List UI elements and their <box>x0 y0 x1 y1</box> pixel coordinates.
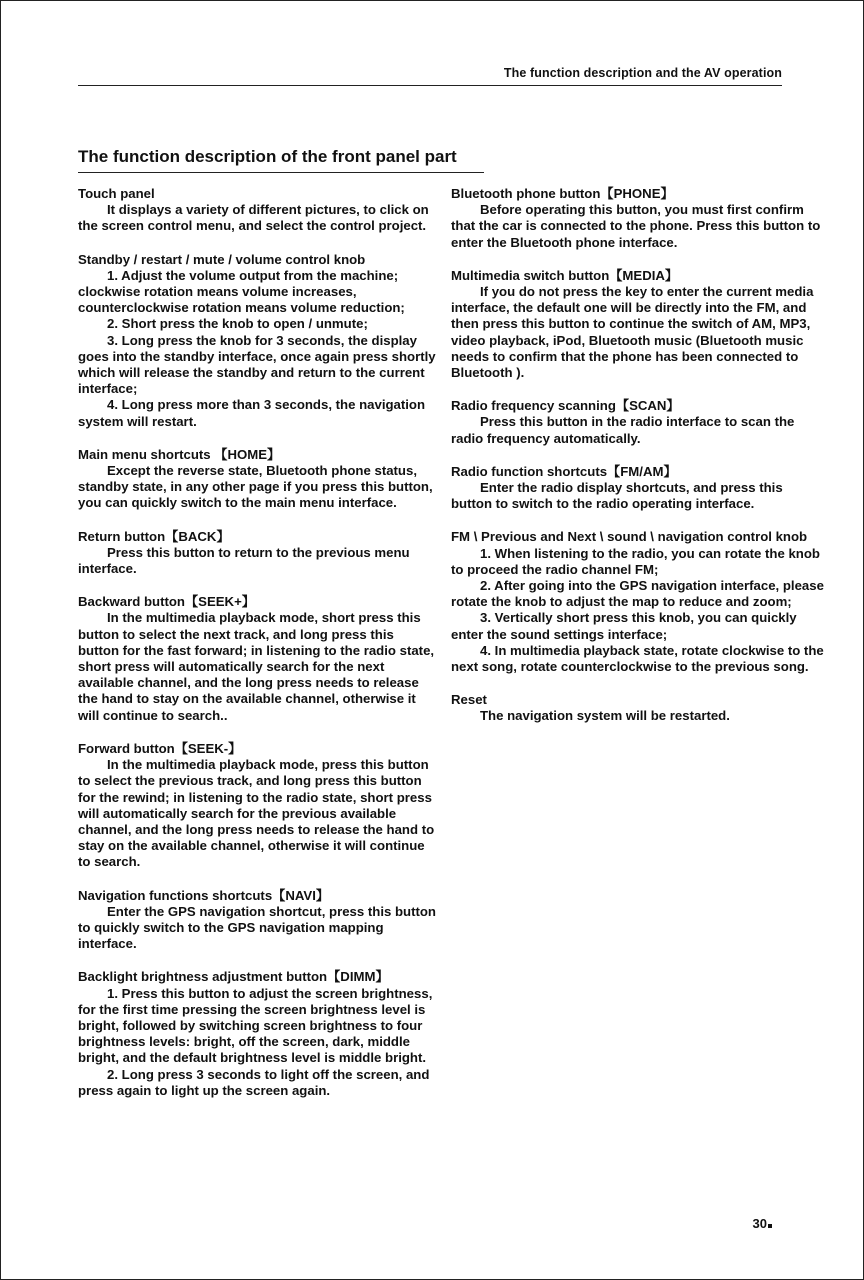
section-paragraph: Press this button to return to the previous menu interface. <box>78 544 410 577</box>
section-paragraph: 1. When listening to the radio, you can rotate the knob to proceed the radio channel FM; <box>451 545 820 577</box>
section-paragraph: It displays a variety of different pictures, to click on the screen control menu, and select the control project. <box>78 202 429 234</box>
page-number <box>753 1216 772 1231</box>
section-heading: Navigation functions shortcuts【NAVI】 <box>78 887 330 903</box>
section <box>451 398 827 447</box>
section-heading: Backward button【SEEK+】 <box>78 594 255 610</box>
section-paragraph: Before operating this button, you must first confirm that the car is connected to the phone. Press this button to enter the Bluetooth phone interface. <box>451 202 821 250</box>
section <box>78 529 438 578</box>
section <box>78 888 438 953</box>
section <box>78 741 438 871</box>
section-heading: Touch panel <box>78 186 155 201</box>
left-column <box>78 186 438 1116</box>
section-paragraph: The navigation system will be restarted. <box>480 708 730 724</box>
section-paragraph: 2. After going into the GPS navigation interface, please rotate the knob to adjust the map to reduce and zoom; <box>451 578 824 610</box>
section-heading: Standby / restart / mute / volume control knob <box>78 251 366 267</box>
section-heading: Main menu shortcuts 【HOME】 <box>78 446 281 462</box>
section-heading: Bluetooth phone button【PHONE】 <box>451 186 674 201</box>
section-heading: Reset <box>451 692 487 708</box>
section <box>451 529 827 675</box>
section-paragraph: 4. Long press more than 3 seconds, the navigation system will restart. <box>78 397 426 429</box>
section-paragraph: In the multimedia playback mode, short press this button to select the next track, and long press this button for the fast forward; in listening to the radio state, short press will automatically search for the next available channel, and the long press needs to release the hand to stay on the available channel, otherwise it will continue to search.. <box>78 610 435 723</box>
section <box>78 186 438 235</box>
section-paragraph: Press this button in the radio interface to scan the radio frequency automatically. <box>451 414 795 446</box>
section <box>78 252 438 430</box>
section-paragraph: Except the reverse state, Bluetooth phone status, standby state, in any other page if you press this button, you can quickly switch to the main menu interface. <box>78 463 433 511</box>
section <box>451 464 827 513</box>
section <box>78 594 438 724</box>
running-header: The function description and the AV operation <box>503 66 782 80</box>
title-underline <box>78 172 484 173</box>
section <box>451 692 827 724</box>
section-heading: Forward button【SEEK-】 <box>78 740 242 756</box>
section-paragraph: Enter the GPS navigation shortcut, press this button to quickly switch to the GPS navigation mapping interface. <box>78 903 436 952</box>
header-rule <box>78 85 782 86</box>
section-paragraph: 3. Vertically short press this knob, you can quickly enter the sound settings interface; <box>451 610 797 642</box>
right-column <box>451 186 827 742</box>
section-paragraph: 1. Adjust the volume output from the machine; clockwise rotation means volume increases, counterclockwise rotation means volume reduction; <box>78 267 405 316</box>
page-title: The function description of the front panel part <box>78 147 457 166</box>
section-paragraph: If you do not press the key to enter the current media interface, the default one will be directly into the FM, and then press this button to continue the switch of AM, MP3, video playback, iPod, Bluetooth music (Bluetooth music needs to confirm that the phone has been connected to Bluetooth ). <box>451 284 814 381</box>
section-heading: FM \ Previous and Next \ sound \ navigation control knob <box>451 529 808 545</box>
section-paragraph: In the multimedia playback mode, press this button to select the previous track, and long press this button for the rewind; in listening to the radio state, short press will automatically search for the previous available channel, and the long press needs to release the hand to stay on the available channel, otherwise it will continue to search. <box>78 757 435 870</box>
section-paragraph: 3. Long press the knob for 3 seconds, the display goes into the standby interface, once again press shortly which will release the standby and return to the current interface; <box>78 332 436 397</box>
page-number-text: 30 <box>752 1216 767 1231</box>
page-number-marker <box>768 1224 772 1228</box>
section <box>451 186 827 251</box>
section-paragraph: 2. Long press 3 seconds to light off the screen, and press again to light up the screen again. <box>78 1066 430 1098</box>
section-heading: Radio function shortcuts【FM/AM】 <box>451 463 677 479</box>
section-paragraph: 4. In multimedia playback state, rotate clockwise to the next song, rotate counterclockwise to the previous song. <box>451 642 824 675</box>
section-heading: Return button【BACK】 <box>78 528 230 544</box>
section-paragraph: 1. Press this button to adjust the screen brightness, for the first time pressing the screen brightness level is bright, followed by switching screen brightness to four brightness levels: bright, off the screen, dark, middle bright, and the default brightness level is middle bright. <box>78 985 433 1066</box>
section-paragraph: 2. Short press the knob to open / unmute; <box>107 316 368 332</box>
section <box>78 969 438 1099</box>
section-heading: Backlight brightness adjustment button【DIMM】 <box>78 969 389 985</box>
section <box>78 447 438 512</box>
section-heading: Radio frequency scanning【SCAN】 <box>451 398 680 414</box>
section-heading: Multimedia switch button【MEDIA】 <box>451 267 679 283</box>
section <box>451 268 827 381</box>
section-paragraph: Enter the radio display shortcuts, and press this button to switch to the radio operating interface. <box>451 480 783 512</box>
